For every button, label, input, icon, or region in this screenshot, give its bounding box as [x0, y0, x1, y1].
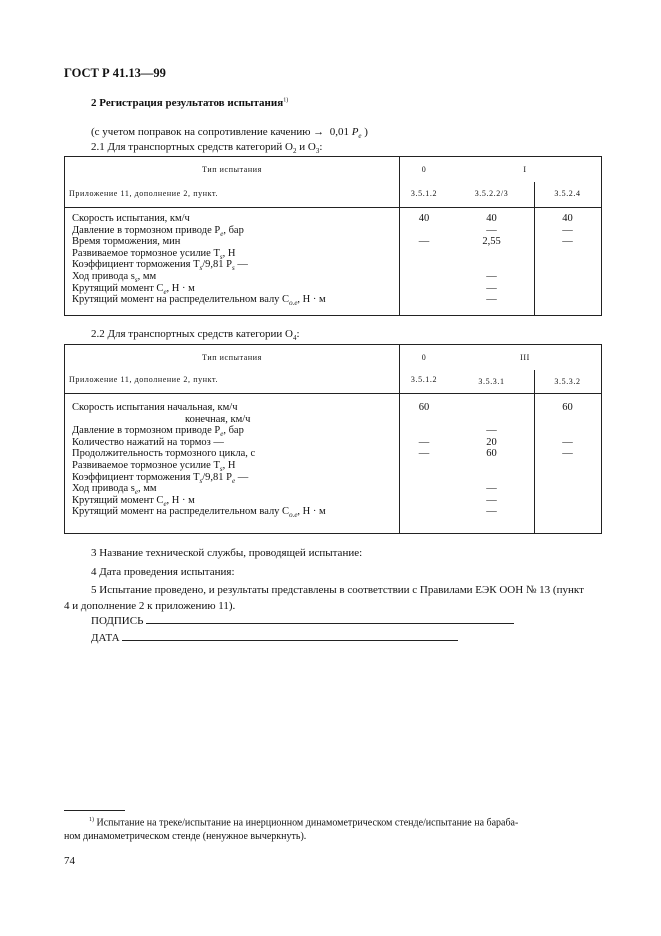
t1-row-label: Скорость испытания, км/ч — [72, 213, 190, 224]
t1-cell: — — [418, 236, 430, 248]
t1-type-1: I — [523, 165, 527, 174]
t2-col-1: 3.5.1.2 — [410, 375, 438, 384]
t2-cell: — — [486, 494, 497, 506]
footnote-line-2: ном динамометрическом стенде (ненужное вычеркнуть). — [64, 831, 307, 843]
t2-cell: 20 — [486, 436, 497, 448]
intro-2-1-sub2: 3 — [315, 147, 320, 156]
table-category-o2-o3 — [64, 156, 602, 316]
t2-header-appendix: Приложение 11, дополнение 2, пункт. — [69, 375, 219, 384]
t1-col-1: 3.5.1.2 — [410, 189, 438, 198]
intro-2-2-sub1: 4 — [293, 334, 297, 343]
intro-2-1-mid: и O — [296, 141, 316, 153]
footnote — [64, 813, 600, 844]
t1-cell: — — [486, 282, 497, 294]
correction-note-prefix: (с учетом поправок на сопротивление качению → — [91, 126, 325, 138]
date-row — [91, 631, 458, 644]
section-title — [91, 97, 288, 109]
t1-row-label: Давление в тормозном приводе $P_e$, бар — [72, 224, 244, 238]
intro-2-2 — [91, 328, 300, 342]
t2-row-label: Количество нажатий на тормоз — — [72, 436, 224, 448]
t1-row-label: Коэффициент торможения $T_s/9,81$ $P_s$ — — [72, 259, 248, 273]
item-5-line-1: 5 Испытание проведено, и результаты представлены в соответствии с Правилами ЕЭК ООН № 13 (пункт — [91, 584, 584, 596]
t2-row-label: Скорость испытания начальная, км/ч — [72, 402, 238, 413]
t1-col-3: 3.5.2.4 — [554, 189, 581, 198]
t1-type-0: 0 — [421, 165, 427, 174]
t2-row-label: Развиваемое тормозное усилие $T_s$, Н — [72, 460, 236, 474]
correction-note-sub: e — [358, 132, 362, 141]
item-3: 3 Название технической службы, проводящей испытание: — [91, 547, 363, 559]
intro-2-2-text: 2.2 Для транспортных средств категории O — [91, 328, 293, 340]
t1-cell: — — [486, 271, 497, 282]
t1-header-appendix: Приложение 11, дополнение 2, пункт. — [69, 189, 219, 198]
t2-cell: 60 — [486, 448, 497, 460]
signature-row — [91, 614, 514, 627]
t2-type-0: 0 — [421, 353, 427, 362]
document-header: ГОСТ Р 41.13—99 — [64, 66, 166, 80]
table-category-o4 — [64, 344, 602, 534]
t2-cell: 60 — [562, 402, 573, 413]
intro-2-1-text: 2.1 Для транспортных средств категорий O — [91, 141, 293, 153]
intro-2-1-sub1: 2 — [293, 147, 297, 156]
t1-row-label: Развиваемое тормозное усилие $T_s$, Н — [72, 247, 236, 261]
t1-cell: — — [486, 294, 497, 306]
t1-col-2: 3.5.2.2/3 — [474, 189, 509, 198]
intro-2-2-end: : — [296, 328, 300, 340]
t1-row-label: Ход привода $s_s$, мм — [72, 271, 157, 285]
item-4: 4 Дата проведения испытания: — [91, 566, 235, 578]
signature-field[interactable] — [146, 614, 514, 624]
section-footnote-mark: 1) — [283, 97, 289, 104]
page-number: 74 — [64, 855, 75, 867]
t1-row-label: Крутящий момент на распределительном валу $C_{o.e}$, Н · м — [72, 294, 326, 308]
t2-row-label: Коэффициент торможения $T_s/9,81$ $P_e$ — — [72, 471, 249, 485]
t2-row-label: Крутящий момент на распределительном валу $C_{o.e}$, Н · м — [72, 506, 326, 520]
t1-cell: — — [486, 224, 497, 236]
t2-row-label: Давление в тормозном приводе $P_e$, бар — [72, 425, 244, 439]
item-5-line-2: 4 и дополнение 2 к приложению 11). — [64, 600, 236, 612]
section-title-text: 2 Регистрация результатов испытания — [91, 97, 284, 109]
footnote-text-1: Испытание на треке/испытание на инерционном динамометрическом стенде/испытание на бараба- — [96, 817, 519, 829]
t2-row-label: Продолжительность тормозного цикла, с — [72, 448, 256, 460]
date-field[interactable] — [122, 631, 458, 641]
t2-cell: 60 — [418, 402, 430, 413]
t2-col-3: 3.5.3.2 — [554, 377, 581, 386]
date-label: ДАТА — [91, 632, 120, 644]
t1-cell: — — [562, 224, 573, 236]
correction-note — [91, 126, 368, 140]
correction-note-value: 0,01 — [329, 126, 349, 138]
t2-cell: — — [562, 448, 573, 460]
t2-row-label: конечная, км/ч — [185, 413, 251, 425]
footnote-mark: 1) — [89, 817, 94, 823]
t2-col-2: 3.5.3.1 — [478, 377, 505, 386]
footnote-rule — [64, 810, 125, 811]
t1-cell: 40 — [486, 213, 497, 224]
t1-header-type: Тип испытания — [202, 165, 262, 174]
footnote-line-1 — [64, 813, 600, 830]
t2-row-label: Ход привода $s_e$, мм — [72, 483, 157, 497]
intro-2-1 — [91, 141, 322, 155]
signature-label: ПОДПИСЬ — [91, 615, 144, 627]
t1-cell: 2,55 — [482, 236, 501, 248]
correction-note-suffix: ) — [364, 126, 368, 138]
t1-cell: 40 — [562, 213, 573, 224]
t2-type-3: III — [520, 353, 530, 362]
t2-header-type: Тип испытания — [202, 353, 262, 362]
t1-row-label: Крутящий момент $C_e$, Н · м — [72, 282, 195, 296]
t2-cell: — — [486, 506, 497, 518]
t2-cell: — — [562, 436, 573, 448]
intro-2-1-end: : — [319, 141, 323, 153]
t2-row-label: Крутящий момент $C_e$, Н · м — [72, 494, 195, 508]
t1-row-label: Время торможения, мин — [72, 236, 181, 248]
t2-cell: — — [486, 425, 497, 437]
t2-cell: — — [486, 483, 497, 495]
t2-cell: — — [418, 436, 430, 448]
t1-cell: — — [562, 236, 573, 248]
correction-note-symbol: P — [351, 126, 359, 138]
t2-cell: — — [418, 448, 430, 460]
t1-cell: 40 — [418, 213, 430, 224]
